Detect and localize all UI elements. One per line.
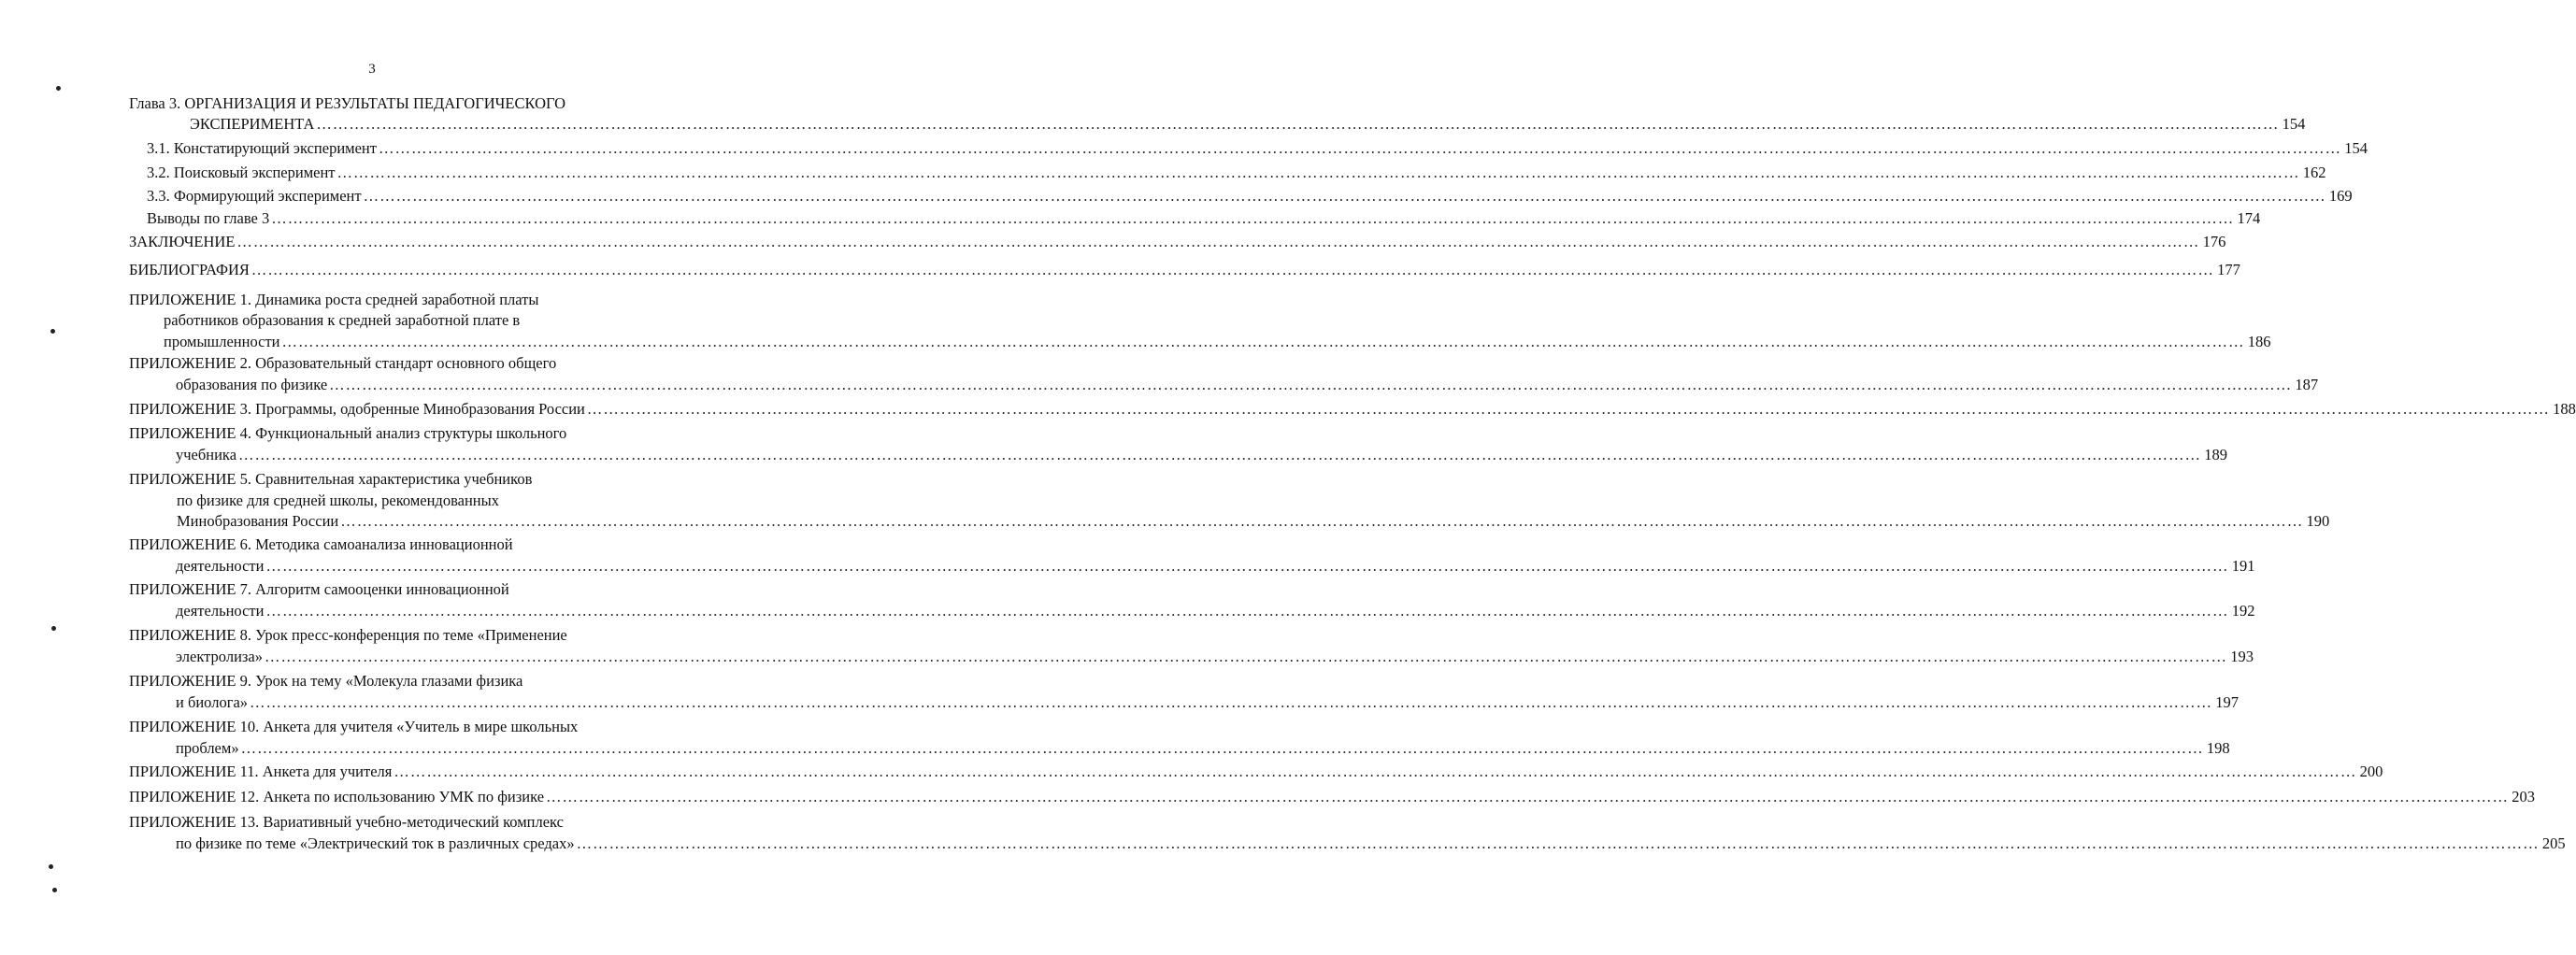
- toc-entry-title: по физике для средней школы, рекомендованных: [177, 492, 499, 509]
- toc-entry-title: ПРИЛОЖЕНИЕ 7. Алгоритм самооценки инновационной: [129, 580, 509, 598]
- toc-entry-title: Минобразования России: [177, 512, 339, 530]
- toc-entry-line: [147, 163, 2326, 183]
- toc-entry-title: ЗАКЛЮЧЕНИЕ: [129, 233, 236, 250]
- toc-page-number: 169: [2328, 187, 2353, 205]
- toc-entry-title: деятельности: [176, 602, 265, 620]
- toc-entry-title: ЭКСПЕРИМЕНТА: [190, 115, 315, 133]
- toc-entry-line: [147, 186, 2353, 207]
- scan-speck: [51, 626, 56, 631]
- toc-entry-title: ПРИЛОЖЕНИЕ 1. Динамика роста средней заработной платы: [129, 291, 539, 308]
- toc-entry-line: [129, 93, 666, 114]
- dot-leader: ………………………………………………………………………………………………………………………………………………………………………………………………………………………………………………………………………………………………………………………………: [363, 187, 2326, 205]
- toc-page-number: 189: [2204, 446, 2228, 463]
- toc-entry-title: ПРИЛОЖЕНИЕ 9. Урок на тему «Молекула глазами физика: [129, 672, 523, 690]
- toc-entry-line: [176, 647, 2254, 667]
- toc-entry-line: [176, 375, 2319, 395]
- toc-entry-line: [129, 535, 666, 555]
- toc-entry-line: [164, 332, 2271, 352]
- toc-entry-line: [177, 491, 666, 511]
- toc-entry-title: ПРИЛОЖЕНИЕ 6. Методика самоанализа инновационной: [129, 535, 513, 553]
- toc-page-number: 176: [2202, 233, 2226, 250]
- toc-entry-line: [129, 399, 2576, 420]
- toc-entry-line: [129, 579, 666, 600]
- toc-entry-line: [129, 423, 666, 444]
- toc-entry-line: [176, 834, 2566, 854]
- dot-leader: ………………………………………………………………………………………………………………………………………………………………………………………………………………………………………………………………………………………………………………………………: [316, 115, 2280, 133]
- toc-page-number: 177: [2217, 261, 2240, 278]
- toc-entry-title: образования по физике: [176, 376, 328, 393]
- dot-leader: ………………………………………………………………………………………………………………………………………………………………………………………………………………………………………………………………………………………………………………………………: [336, 164, 2300, 181]
- toc-entry-line: [129, 671, 666, 691]
- toc-entry-line: [129, 625, 666, 646]
- toc-page-number: 186: [2247, 333, 2271, 350]
- scan-speck: [50, 329, 55, 334]
- toc-entry-line: [147, 208, 2261, 229]
- toc-page-number: 200: [2359, 763, 2383, 780]
- toc-entry-title: БИБЛИОГРАФИЯ: [129, 261, 250, 278]
- dot-leader: ………………………………………………………………………………………………………………………………………………………………………………………………………………………………………………………………………………………………………………………………: [265, 648, 2227, 665]
- toc-entry-line: [129, 469, 666, 490]
- toc-page-number: 193: [2230, 648, 2254, 665]
- toc-entry-line: [129, 260, 2240, 280]
- toc-page-number: 205: [2541, 834, 2566, 852]
- toc-entry-line: [129, 232, 2226, 252]
- toc-page-number: 154: [2344, 139, 2368, 157]
- dot-leader: ………………………………………………………………………………………………………………………………………………………………………………………………………………………………………………………………………………………………………………………………: [378, 139, 2341, 157]
- toc-entry-title: ПРИЛОЖЕНИЕ 4. Функциональный анализ структуры школьного: [129, 424, 567, 442]
- toc-entry-line: [129, 290, 666, 310]
- toc-entry-line: [176, 738, 2230, 759]
- toc-entry-title: и биолога»: [176, 693, 249, 711]
- toc-page-number: 188: [2553, 400, 2576, 418]
- dot-leader: ………………………………………………………………………………………………………………………………………………………………………………………………………………………………………………………………………………………………………………………………: [250, 693, 2213, 711]
- toc-entry-line: [176, 556, 2255, 577]
- toc-entry-line: [129, 353, 666, 374]
- toc-entry-title: электролиза»: [176, 648, 263, 665]
- toc-entry-title: проблем»: [176, 739, 239, 757]
- toc-entry-line: [176, 445, 2228, 465]
- toc-page-number: 191: [2231, 557, 2255, 575]
- dot-leader: ………………………………………………………………………………………………………………………………………………………………………………………………………………………………………………………………………………………………………………………………: [265, 602, 2229, 620]
- toc-entry-title: Глава 3. ОРГАНИЗАЦИЯ И РЕЗУЛЬТАТЫ ПЕДАГОГИЧЕСКОГО: [129, 94, 566, 112]
- dot-leader: ………………………………………………………………………………………………………………………………………………………………………………………………………………………………………………………………………………………………………………………………: [546, 788, 2510, 805]
- toc-entry-title: ПРИЛОЖЕНИЕ 12. Анкета по использованию УМК по физике: [129, 788, 545, 805]
- toc-page-number: 203: [2512, 788, 2536, 805]
- toc-entry-title: Выводы по главе 3: [147, 209, 270, 227]
- toc-entry-title: ПРИЛОЖЕНИЕ 13. Вариативный учебно-методический комплекс: [129, 813, 564, 831]
- toc-entry-title: ПРИЛОЖЕНИЕ 5. Сравнительная характеристика учебников: [129, 470, 533, 488]
- toc-entry-line: [129, 762, 2383, 782]
- toc-page-number: 197: [2215, 693, 2240, 711]
- dot-leader: ………………………………………………………………………………………………………………………………………………………………………………………………………………………………………………………………………………………………………………………………: [329, 376, 2293, 393]
- toc-entry-title: 3.1. Констатирующий эксперимент: [147, 139, 377, 157]
- toc-entry-title: по физике по теме «Электрический ток в различных средах»: [176, 834, 575, 852]
- toc-page-number: 154: [2282, 115, 2306, 133]
- toc-entry-title: промышленности: [164, 333, 280, 350]
- toc-entry-title: ПРИЛОЖЕНИЕ 8. Урок пресс-конференция по теме «Применение: [129, 626, 567, 644]
- toc-entry-line: [176, 601, 2255, 621]
- toc-entry-title: деятельности: [176, 557, 265, 575]
- dot-leader: ………………………………………………………………………………………………………………………………………………………………………………………………………………………………………………………………………………………………………………………………: [236, 233, 2200, 250]
- toc-entry-title: 3.2. Поисковый эксперимент: [147, 164, 336, 181]
- scan-speck: [49, 864, 53, 869]
- toc-page-number: 187: [2295, 376, 2319, 393]
- toc-page-number: 190: [2306, 512, 2330, 530]
- toc-entry-line: [147, 138, 2368, 159]
- toc-entry-line: [190, 114, 2306, 135]
- scan-speck: [52, 888, 57, 892]
- toc-entry-line: [176, 692, 2240, 713]
- toc-entry-line: [129, 812, 666, 833]
- toc-entry-title: учебника: [176, 446, 237, 463]
- toc-page-number: 162: [2302, 164, 2326, 181]
- toc-entry-line: [129, 787, 2536, 807]
- dot-leader: ………………………………………………………………………………………………………………………………………………………………………………………………………………………………………………………………………………………………………………………………: [265, 557, 2229, 575]
- toc-entry-title: ПРИЛОЖЕНИЕ 10. Анкета для учителя «Учитель в мире школьных: [129, 718, 579, 735]
- toc-page-number: 198: [2206, 739, 2230, 757]
- toc-entry-title: 3.3. Формирующий эксперимент: [147, 187, 362, 205]
- toc-entry-title: ПРИЛОЖЕНИЕ 11. Анкета для учителя: [129, 763, 393, 780]
- dot-leader: ………………………………………………………………………………………………………………………………………………………………………………………………………………………………………………………………………………………………………………………………: [271, 209, 2235, 227]
- toc-entry-line: [177, 511, 2330, 532]
- page-number: 3: [368, 62, 376, 77]
- dot-leader: ………………………………………………………………………………………………………………………………………………………………………………………………………………………………………………………………………………………………………………………………: [240, 739, 2204, 757]
- dot-leader: ………………………………………………………………………………………………………………………………………………………………………………………………………………………………………………………………………………………………………………………………: [238, 446, 2202, 463]
- toc-entry-title: ПРИЛОЖЕНИЕ 3. Программы, одобренные Минобразования России: [129, 400, 585, 418]
- toc-entry-title: работников образования к средней заработной плате в: [164, 311, 521, 329]
- dot-leader: ………………………………………………………………………………………………………………………………………………………………………………………………………………………………………………………………………………………………………………………………: [576, 834, 2540, 852]
- toc-entry-line: [129, 717, 666, 737]
- dot-leader: ………………………………………………………………………………………………………………………………………………………………………………………………………………………………………………………………………………………………………………………………: [281, 333, 2245, 350]
- scan-speck: [56, 86, 61, 91]
- dot-leader: ………………………………………………………………………………………………………………………………………………………………………………………………………………………………………………………………………………………………………………………………: [250, 261, 2214, 278]
- toc-page-number: 192: [2231, 602, 2255, 620]
- toc-entry-title: ПРИЛОЖЕНИЕ 2. Образовательный стандарт основного общего: [129, 354, 557, 372]
- dot-leader: ………………………………………………………………………………………………………………………………………………………………………………………………………………………………………………………………………………………………………………………………: [340, 512, 2304, 530]
- dot-leader: ………………………………………………………………………………………………………………………………………………………………………………………………………………………………………………………………………………………………………………………………: [394, 763, 2357, 780]
- toc-entry-line: [164, 310, 666, 331]
- toc-page-number: 174: [2237, 209, 2261, 227]
- dot-leader: ………………………………………………………………………………………………………………………………………………………………………………………………………………………………………………………………………………………………………………………………: [586, 400, 2550, 418]
